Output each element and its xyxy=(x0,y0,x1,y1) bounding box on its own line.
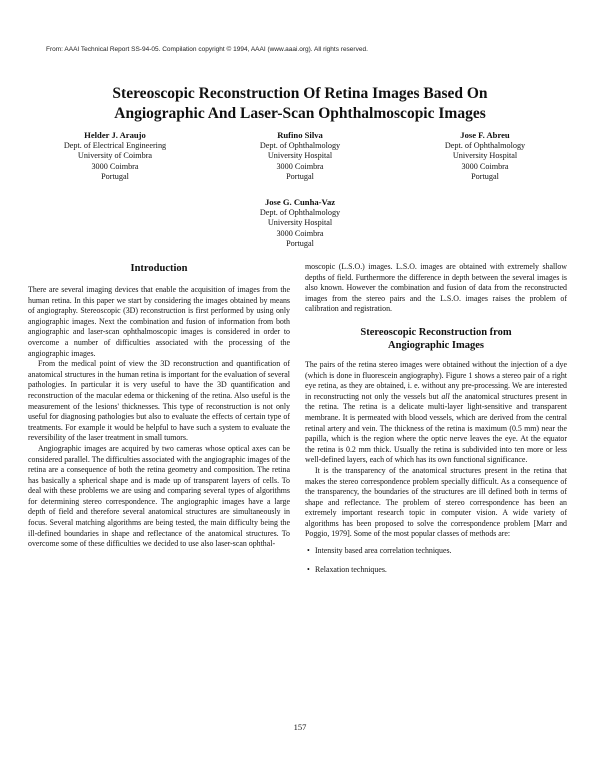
author-institution: University of Coimbra xyxy=(77,151,153,160)
emphasis-all: all xyxy=(441,391,450,401)
right-paragraph-2 xyxy=(305,360,567,466)
author-institution: University Hospital xyxy=(452,151,518,160)
author-name: Jose F. Abreu xyxy=(460,130,510,140)
author-row xyxy=(40,130,560,183)
author-country: Portugal xyxy=(471,172,499,181)
author-dept: Dept. of Ophthalmology xyxy=(444,140,526,150)
right-column xyxy=(305,262,567,583)
author-country: Portugal xyxy=(286,172,314,181)
author-institution: University Hospital xyxy=(267,151,333,160)
intro-paragraph-1: There are several imaging devices that enable the acquisition of images from the human retina. In this paper we start by considering the images obtained by means of angiography. Stereoscopic (3D) reconstruction is first performed by using only angiographic images. Next the combination and fusion of information from both angiographic and laser-scan ophthalmoscopic images is considered in order to overcome a number of difficulties associated with the processing of the angiographic images. xyxy=(28,285,290,358)
author-dept: Dept. of Electrical Engineering xyxy=(63,140,167,150)
author-city: 3000 Coimbra xyxy=(91,161,139,171)
list-item: • Intensity based area correlation techniques. xyxy=(315,546,567,557)
author-city: 3000 Coimbra xyxy=(276,161,324,171)
methods-list xyxy=(305,546,567,575)
copyright-header: From: AAAI Technical Report SS-94-05. Compilation copyright © 1994, AAAI (www.aaai.org). All rights reserved. xyxy=(46,46,368,53)
author-institution: University Hospital xyxy=(267,218,333,227)
list-item: • Relaxation techniques. xyxy=(315,565,567,576)
author-name: Helder J. Araujo xyxy=(84,130,146,140)
author-name: Rufino Silva xyxy=(277,130,323,140)
right-paragraph-3: It is the transparency of the anatomical structures present in the retina that makes the stereo correspondence problem specially difficult. As a consequence of the transparency, the boundaries of the structures are ill defined both in terms of shape and reflectance. The problem of stereo correspondence has been an extremely important research topic in computer vision. A wide variety of algorithms has been proposed to solve the correspondence problem [Marr and Poggio, 1979]. Some of the most popular classes of methods are: xyxy=(305,465,567,539)
title-line-1: Stereoscopic Reconstruction Of Retina Images Based On xyxy=(112,85,488,102)
introduction-heading: Introduction xyxy=(130,263,188,274)
author-city: 3000 Coimbra xyxy=(276,228,324,238)
author-country: Portugal xyxy=(286,239,314,248)
right-paragraph-2-part-b: the anatomical structures present in the retina. The retina is a delicate multi-layer light-sensitive and transparent membrane. It is permeated with blood vessels, which are derived from the central retinal artery and vein. The thickness of the retina is maximum (0.5 mm) near the papilla, which is the region where the optic nerve leaves the eye. At the equator the retina is 0.2 mm thick. Usually the retina is subdivided into ten more or less well-defined layers, each of which has its own functional significance. xyxy=(305,391,567,465)
author-cunha-vaz xyxy=(225,197,375,250)
right-paragraph-2-part-a: The pairs of the retina stereo images were obtained without the injection of a dye (which is done in fluorescein angiography). Figure 1 shows a stereo pair of a right eye retina, as they are obtained, i. e. without any pre-processing. We are interested in reconstructing not only the vessels but xyxy=(305,359,567,401)
author-dept: Dept. of Ophthalmology xyxy=(259,140,341,150)
page-number: 157 xyxy=(293,722,307,732)
author-dept: Dept. of Ophthalmology xyxy=(259,207,341,217)
intro-paragraph-2: From the medical point of view the 3D reconstruction and quantification of anatomical structures in the human retina is important for the evaluation of several pathologies. In particular it is very useful to have the 3D quantification and reconstruction of the macular edema or thickening of the retina. Also useful is the measurement of the lesions' thicknesses. This type of reconstruction is not only useful for diagnosing pathologies but also to evaluate the effects of certain type of treatments. For example it would be helpful to have such a system to evaluate the reversibility of the laser treatment in small tumors. xyxy=(28,359,290,443)
author-abreu xyxy=(410,130,560,183)
intro-paragraph-3: Angiographic images are acquired by two cameras whose optical axes can be considered parallel. The difficulties associated with the angiographic images of the retina are a consequence of both the retina geometry and composition. The retina has basically a spherical shape and is made up of transparent layers of cells. To deal with these problems we are using and comparing several types of algorithms for determining stereo correspondence. The angiographic images have a large depth of field and therefore several anatomical structures are simultaneously in focus. Several matching algorithms are being tested, the main difficulty being the ill-defined boundaries in shape and reflectance of the anatomical structures. To overcome some of these difficulties we decided to use also laser-scan ophthal- xyxy=(28,443,290,549)
section-2-heading xyxy=(305,326,567,352)
title-line-2: Angiographic And Laser-Scan Ophthalmoscopic Images xyxy=(114,105,486,122)
section-2-heading-line-2: Angiographic Images xyxy=(388,339,484,351)
paper-title xyxy=(0,84,600,124)
author-name: Jose G. Cunha-Vaz xyxy=(264,197,336,207)
author-araujo xyxy=(40,130,190,183)
right-paragraph-1: moscopic (L.S.O.) images. L.S.O. images are obtained with extremely shallow depths of field. Furthermore the difference in depth between the several images is also known. However the combination and fusion of data from the reconstructed images from the stereo pairs and the L.S.O. images raises the problem of calibration and registration. xyxy=(305,262,567,314)
author-city: 3000 Coimbra xyxy=(461,161,509,171)
author-country: Portugal xyxy=(101,172,129,181)
section-2-heading-line-1: Stereoscopic Reconstruction from xyxy=(360,326,512,338)
author-silva xyxy=(225,130,375,183)
left-column xyxy=(28,262,290,550)
